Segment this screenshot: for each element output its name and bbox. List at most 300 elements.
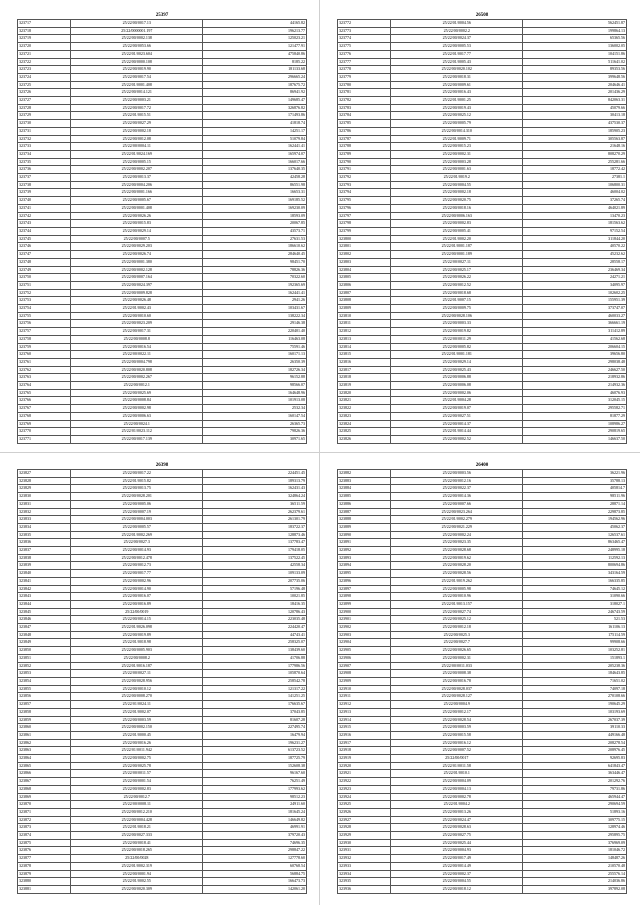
amount-cell: 105870.64 bbox=[203, 670, 307, 678]
amount-cell: 187675.72 bbox=[203, 81, 307, 89]
reference-cell: 25/22/00/0005.79 bbox=[391, 120, 523, 128]
page-divider-horizontal bbox=[0, 452, 640, 453]
table-row bbox=[338, 212, 627, 220]
row-id-cell: 323812 bbox=[338, 328, 391, 336]
table-row bbox=[338, 143, 627, 151]
reference-cell: 25/22/01/0017.77 bbox=[391, 50, 523, 58]
row-id-cell: 323841 bbox=[18, 577, 71, 585]
row-id-cell: 323765 bbox=[18, 389, 71, 397]
table-row bbox=[338, 351, 627, 359]
table-row bbox=[18, 351, 307, 359]
row-id-cell: 323787 bbox=[338, 135, 391, 143]
reference-cell: 25/22/01/0016.187 bbox=[71, 662, 203, 670]
row-id-cell: 323816 bbox=[338, 358, 391, 366]
amount-cell: 18593.09 bbox=[203, 212, 307, 220]
row-id-cell: 323836 bbox=[18, 539, 71, 547]
amount-cell: 224451.45 bbox=[203, 470, 307, 478]
reference-cell: 25/22/00/0022.37 bbox=[391, 485, 523, 493]
reference-cell: 25/22/01/0007.15 bbox=[391, 297, 523, 305]
row-id-cell: 323913 bbox=[338, 708, 391, 716]
row-id-cell: 323888 bbox=[338, 516, 391, 524]
table-row bbox=[338, 785, 627, 793]
amount-cell: 175114.59 bbox=[523, 631, 627, 639]
row-id-cell: 323725 bbox=[18, 81, 71, 89]
row-id-cell: 323739 bbox=[18, 189, 71, 197]
reference-cell: 25/22/00/0027.333 bbox=[71, 832, 203, 840]
reference-cell: 25/22/00/0016.07 bbox=[71, 593, 203, 601]
table-row bbox=[338, 693, 627, 701]
table-row bbox=[18, 89, 307, 97]
reference-cell: 25/22/01/0001.187 bbox=[391, 243, 523, 251]
row-id-cell: 323848 bbox=[18, 631, 71, 639]
row-id-cell: 323779 bbox=[338, 73, 391, 81]
amount-cell: 97152.54 bbox=[523, 227, 627, 235]
table-row bbox=[18, 523, 307, 531]
amount-cell: 397892.08 bbox=[523, 885, 627, 893]
row-id-cell: 323868 bbox=[18, 785, 71, 793]
reference-cell: 25/22/00/0004.11 bbox=[71, 143, 203, 151]
table-row bbox=[338, 382, 627, 390]
reference-cell: 25/22/01/0002.279 bbox=[391, 516, 523, 524]
table-row bbox=[18, 166, 307, 174]
row-id-cell: 323889 bbox=[338, 523, 391, 531]
row-id-cell: 323726 bbox=[18, 89, 71, 97]
reference-cell: 25/22/00/0018.41 bbox=[71, 839, 203, 847]
reference-cell: 25/22/00/0028.20 bbox=[391, 562, 523, 570]
reference-cell: 25/22/00/0006.88 bbox=[391, 374, 523, 382]
row-id-cell: 323762 bbox=[18, 366, 71, 374]
reference-cell: 25/22/00/0024.397 bbox=[71, 281, 203, 289]
table-row bbox=[18, 816, 307, 824]
amount-cell: 182726.34 bbox=[203, 366, 307, 374]
amount-cell: 29146.38 bbox=[203, 320, 307, 328]
row-id-cell: 323832 bbox=[18, 508, 71, 516]
amount-cell: 311412.89 bbox=[523, 328, 627, 336]
reference-cell: 25/22/00/0053.66 bbox=[71, 43, 203, 51]
row-id-cell: 323771 bbox=[18, 435, 71, 443]
reference-cell: 25/22/00/0028.54 bbox=[391, 716, 523, 724]
row-id-cell: 323817 bbox=[338, 366, 391, 374]
table-row bbox=[338, 181, 627, 189]
table-row bbox=[338, 197, 627, 205]
row-id-cell: 323788 bbox=[338, 143, 391, 151]
amount-cell: 298038.48 bbox=[523, 358, 627, 366]
table-row bbox=[18, 878, 307, 886]
row-id-cell: 323815 bbox=[338, 351, 391, 359]
amount-cell: 343164.59 bbox=[523, 570, 627, 578]
reference-cell: 25/22/00/0008.2 bbox=[71, 654, 203, 662]
amount-cell: 75591.46 bbox=[203, 343, 307, 351]
amount-cell: 267037.39 bbox=[523, 716, 627, 724]
reference-cell: 25/22/01/0010.1 bbox=[391, 770, 523, 778]
table-row bbox=[18, 654, 307, 662]
amount-cell: 112592.13 bbox=[523, 554, 627, 562]
table-row bbox=[338, 747, 627, 755]
row-id-cell: 323935 bbox=[338, 878, 391, 886]
reference-cell: 25/22/00/0014.36 bbox=[391, 493, 523, 501]
reference-cell: 25/22/00/0002.52 bbox=[391, 435, 523, 443]
reference-cell: 25/22/00/0009.61 bbox=[391, 81, 523, 89]
table-row bbox=[18, 685, 307, 693]
table-row bbox=[338, 89, 627, 97]
amount-cell: 39656.80 bbox=[523, 351, 627, 359]
table-row bbox=[338, 832, 627, 840]
amount-cell: 30971.65 bbox=[203, 435, 307, 443]
reference-cell: 25/22/00/0014.121 bbox=[71, 89, 203, 97]
amount-cell: 194562.96 bbox=[523, 516, 627, 524]
reference-cell: 25/22/00/0017.72 bbox=[71, 104, 203, 112]
table-row bbox=[18, 382, 307, 390]
reference-cell: 25/22/00/0005.57 bbox=[71, 523, 203, 531]
amount-cell: 186610.62 bbox=[203, 243, 307, 251]
amount-cell: 171493.86 bbox=[203, 112, 307, 120]
amount-cell: 214036.86 bbox=[523, 878, 627, 886]
row-id-cell: 323827 bbox=[18, 470, 71, 478]
reference-cell: 25/22/00/0019.90 bbox=[71, 66, 203, 74]
row-id-cell: 323732 bbox=[18, 135, 71, 143]
row-id-cell: 323722 bbox=[18, 58, 71, 66]
amount-cell: 121477.91 bbox=[203, 43, 307, 51]
reference-cell: 25/22/01/0026.098 bbox=[71, 624, 203, 632]
amount-cell: 218932.86 bbox=[523, 374, 627, 382]
table-row bbox=[338, 104, 627, 112]
amount-cell: 511641.02 bbox=[523, 58, 627, 66]
table-row bbox=[18, 143, 307, 151]
amount-cell: 45232.62 bbox=[523, 251, 627, 259]
row-id-cell: 323920 bbox=[338, 762, 391, 770]
table-row bbox=[18, 150, 307, 158]
reference-cell: 25/22/00/0017.54 bbox=[71, 73, 203, 81]
row-id-cell: 323796 bbox=[338, 204, 391, 212]
reference-cell: 25/22/00/0028 bbox=[71, 855, 203, 863]
amount-cell: 99908.66 bbox=[523, 639, 627, 647]
amount-cell: 74645.12 bbox=[523, 585, 627, 593]
amount-cell: 363446.47 bbox=[523, 770, 627, 778]
reference-cell: 25/22/00/0007.19 bbox=[71, 508, 203, 516]
reference-cell: 25/22/00/0006.63 bbox=[71, 412, 203, 420]
table-row bbox=[338, 500, 627, 508]
table-row bbox=[338, 166, 627, 174]
amount-cell: 92695.83 bbox=[523, 755, 627, 763]
amount-cell: 205238.36 bbox=[523, 662, 627, 670]
row-id-cell: 323772 bbox=[338, 20, 391, 28]
row-id-cell: 323899 bbox=[338, 600, 391, 608]
table-row bbox=[18, 855, 307, 863]
amount-cell: 40570.22 bbox=[523, 243, 627, 251]
reference-cell: 25/22/00/0016.26 bbox=[71, 739, 203, 747]
amount-cell: 184643.85 bbox=[523, 670, 627, 678]
amount-cell: 28871.14 bbox=[523, 500, 627, 508]
table-row bbox=[18, 639, 307, 647]
reference-cell: 25/22/01/0023.112 bbox=[71, 428, 203, 436]
row-id-cell: 323852 bbox=[18, 662, 71, 670]
table-row bbox=[338, 470, 627, 478]
row-id-cell: 323828 bbox=[18, 477, 71, 485]
row-id-cell: 323901 bbox=[338, 616, 391, 624]
reference-cell: 25/22/00/0025.12 bbox=[391, 616, 523, 624]
amount-cell: 270108.66 bbox=[523, 693, 627, 701]
table-row bbox=[338, 220, 627, 228]
reference-cell: 25/22/00/0025.3 bbox=[391, 631, 523, 639]
reference-cell: 25/22/00/0002.83 bbox=[71, 785, 203, 793]
reference-cell: 25/22/00/0002.96 bbox=[71, 577, 203, 585]
reference-cell: 25/22/00/0003.56 bbox=[391, 470, 523, 478]
table-row bbox=[338, 405, 627, 413]
row-id-cell: 323746 bbox=[18, 243, 71, 251]
table-row bbox=[18, 801, 307, 809]
table-row bbox=[18, 762, 307, 770]
reference-cell: 25/22/00/0012.08 bbox=[71, 135, 203, 143]
row-id-cell: 323774 bbox=[338, 35, 391, 43]
amount-cell: 24911.60 bbox=[203, 801, 307, 809]
reference-cell: 25/22/00/0012.18 bbox=[391, 624, 523, 632]
table-row bbox=[18, 35, 307, 43]
amount-cell: 104151.86 bbox=[523, 50, 627, 58]
panel-title: 26508 bbox=[475, 13, 489, 18]
table-row bbox=[18, 343, 307, 351]
amount-cell: 81877.29 bbox=[523, 412, 627, 420]
reference-cell: 25/22/00/0010.60 bbox=[71, 312, 203, 320]
amount-cell: 46991.91 bbox=[203, 824, 307, 832]
table-row bbox=[18, 389, 307, 397]
table-row bbox=[338, 485, 627, 493]
row-id-cell: 323912 bbox=[338, 701, 391, 709]
reference-cell: 25/22/01/0009.71 bbox=[391, 135, 523, 143]
row-id-cell: 323917 bbox=[338, 739, 391, 747]
reference-cell: 25/22/00/0013.37 bbox=[71, 174, 203, 182]
table-row bbox=[18, 335, 307, 343]
reference-cell: 25/22/00/0027.3 bbox=[71, 539, 203, 547]
amount-cell: 10021.85 bbox=[203, 593, 307, 601]
amount-cell: 128974.46 bbox=[523, 824, 627, 832]
amount-cell: 8185.22 bbox=[203, 58, 307, 66]
panel-title: 26398 bbox=[155, 463, 169, 468]
amount-cell: 187725.79 bbox=[203, 755, 307, 763]
amount-cell: 138439.60 bbox=[203, 647, 307, 655]
row-id-cell: 323849 bbox=[18, 639, 71, 647]
row-id-cell: 323876 bbox=[18, 847, 71, 855]
amount-cell: 201436.29 bbox=[523, 89, 627, 97]
row-id-cell: 323874 bbox=[18, 832, 71, 840]
amount-cell: 201292.76 bbox=[523, 778, 627, 786]
amount-cell: 224420.47 bbox=[203, 624, 307, 632]
row-id-cell: 323926 bbox=[338, 808, 391, 816]
table-row bbox=[18, 50, 307, 58]
table-row bbox=[338, 258, 627, 266]
reference-cell: 25/22/00/0026.65 bbox=[391, 647, 523, 655]
row-id-cell: 323813 bbox=[338, 335, 391, 343]
amount-cell: 41562.68 bbox=[523, 335, 627, 343]
row-id-cell: 323768 bbox=[18, 412, 71, 420]
amount-cell: 800694.86 bbox=[523, 562, 627, 570]
reference-cell: 25/22/01/0001.25 bbox=[391, 97, 523, 105]
row-id-cell: 323750 bbox=[18, 274, 71, 282]
amount-cell: 166473.73 bbox=[203, 878, 307, 886]
row-id-cell: 323934 bbox=[338, 870, 391, 878]
table-row bbox=[338, 50, 627, 58]
reference-cell: 25/22/00/0029.203 bbox=[71, 243, 203, 251]
reference-cell: 25/22/01/0004.2 bbox=[391, 801, 523, 809]
table-row bbox=[338, 135, 627, 143]
row-id-cell: 323842 bbox=[18, 585, 71, 593]
row-id-cell: 323854 bbox=[18, 677, 71, 685]
table-row bbox=[18, 870, 307, 878]
row-id-cell: 323910 bbox=[338, 685, 391, 693]
table-row bbox=[18, 135, 307, 143]
amount-cell: 81607.28 bbox=[203, 716, 307, 724]
table-row bbox=[18, 670, 307, 678]
amount-cell: 103431.67 bbox=[203, 305, 307, 313]
reference-cell: 25/22/00/0029.14 bbox=[71, 227, 203, 235]
table-row bbox=[18, 328, 307, 336]
table-row bbox=[18, 235, 307, 243]
table-row bbox=[18, 647, 307, 655]
table-row bbox=[18, 112, 307, 120]
table-row bbox=[18, 27, 307, 35]
row-id-cell: 323717 bbox=[18, 20, 71, 28]
reference-cell: 25/22/00/0025.43 bbox=[391, 366, 523, 374]
row-id-cell: 323851 bbox=[18, 654, 71, 662]
reference-cell: 25/22/00/0017.31 bbox=[71, 328, 203, 336]
amount-cell: 18416.35 bbox=[203, 600, 307, 608]
table-row bbox=[338, 593, 627, 601]
row-id-cell: 323837 bbox=[18, 547, 71, 555]
amount-cell: 166017.66 bbox=[203, 158, 307, 166]
reference-cell: 25/22/00/0011.29 bbox=[391, 335, 523, 343]
row-id-cell: 323834 bbox=[18, 523, 71, 531]
table-row bbox=[338, 708, 627, 716]
row-id-cell: 323764 bbox=[18, 382, 71, 390]
amount-cell: 146649.82 bbox=[203, 816, 307, 824]
row-id-cell: 323776 bbox=[338, 50, 391, 58]
table-row bbox=[18, 477, 307, 485]
row-id-cell: 323759 bbox=[18, 343, 71, 351]
amount-cell: 326876.82 bbox=[203, 104, 307, 112]
amount-cell: 30413.18 bbox=[523, 112, 627, 120]
row-id-cell: 323898 bbox=[338, 593, 391, 601]
table-row bbox=[18, 320, 307, 328]
table-row bbox=[338, 701, 627, 709]
reference-cell: 25/22/00/0002.37 bbox=[391, 870, 523, 878]
reference-cell: 25/22/00/0002.128 bbox=[71, 266, 203, 274]
amount-cell: 41706.88 bbox=[203, 654, 307, 662]
table-row bbox=[338, 808, 627, 816]
reference-cell: 25/22/00/0002.138 bbox=[71, 35, 203, 43]
reference-cell: 25/22/00/0015.83 bbox=[71, 220, 203, 228]
table-row bbox=[18, 312, 307, 320]
reference-cell: 25/22/00/0027.11 bbox=[391, 258, 523, 266]
table-row bbox=[18, 289, 307, 297]
row-id-cell: 323861 bbox=[18, 731, 71, 739]
table-row bbox=[338, 150, 627, 158]
row-id-cell: 323867 bbox=[18, 778, 71, 786]
amount-cell: 641843.47 bbox=[523, 762, 627, 770]
row-id-cell: 323907 bbox=[338, 662, 391, 670]
amount-cell: 151893.1 bbox=[523, 654, 627, 662]
reference-cell: 25/22/00/0027.11 bbox=[71, 670, 203, 678]
table-row bbox=[18, 127, 307, 135]
table-row bbox=[338, 73, 627, 81]
row-id-cell: 323875 bbox=[18, 839, 71, 847]
table-row bbox=[338, 816, 627, 824]
amount-cell: 255576.14 bbox=[523, 870, 627, 878]
amount-cell: 208976.45 bbox=[523, 747, 627, 755]
row-id-cell: 323761 bbox=[18, 358, 71, 366]
reference-cell: 25/22/00/0002.150 bbox=[71, 724, 203, 732]
reference-cell: 25/22/00/0002.83 bbox=[391, 220, 523, 228]
table-row bbox=[18, 358, 307, 366]
row-id-cell: 323887 bbox=[338, 508, 391, 516]
row-id-cell: 323936 bbox=[338, 885, 391, 893]
amount-cell: 284640.45 bbox=[203, 251, 307, 259]
reference-cell: 25/22/00/0023.264 bbox=[391, 508, 523, 516]
table-row bbox=[338, 616, 627, 624]
amount-cell: 24271.21 bbox=[523, 274, 627, 282]
row-id-cell: 323923 bbox=[338, 785, 391, 793]
reference-cell: 25/22/01/0002.43 bbox=[71, 305, 203, 313]
reference-cell: 25/22/00/0005.98 bbox=[391, 585, 523, 593]
amount-cell: 162441.41 bbox=[203, 143, 307, 151]
amount-cell: 46004.02 bbox=[523, 189, 627, 197]
row-id-cell: 323755 bbox=[18, 312, 71, 320]
table-row bbox=[338, 335, 627, 343]
table-row bbox=[18, 158, 307, 166]
reference-cell: 25/22/01/0013.157 bbox=[391, 600, 523, 608]
table-row bbox=[338, 531, 627, 539]
table-row bbox=[338, 654, 627, 662]
amount-cell: 318027.1 bbox=[523, 600, 627, 608]
row-id-cell: 323911 bbox=[338, 693, 391, 701]
row-id-cell: 323919 bbox=[338, 755, 391, 763]
amount-cell: 18772.42 bbox=[523, 166, 627, 174]
row-id-cell: 323932 bbox=[338, 855, 391, 863]
amount-cell: 399648.56 bbox=[523, 73, 627, 81]
amount-cell: 162441.41 bbox=[203, 289, 307, 297]
reference-cell: 25/22/00/0020.808 bbox=[71, 366, 203, 374]
row-id-cell: 323785 bbox=[338, 120, 391, 128]
row-id-cell: 323782 bbox=[338, 97, 391, 105]
amount-cell: 78826.36 bbox=[203, 266, 307, 274]
table-row bbox=[18, 81, 307, 89]
table-row bbox=[338, 847, 627, 855]
row-id-cell: 323729 bbox=[18, 112, 71, 120]
reference-cell: 25/22/00/0003.59 bbox=[391, 724, 523, 732]
row-id-cell: 323924 bbox=[338, 793, 391, 801]
table-row bbox=[18, 297, 307, 305]
table-row bbox=[18, 739, 307, 747]
table-row bbox=[18, 716, 307, 724]
reference-cell: 25/22/00/0028.037 bbox=[391, 685, 523, 693]
reference-cell: 25/22/00/0022.11 bbox=[71, 351, 203, 359]
reference-cell: 25/22/00/0002.98 bbox=[71, 405, 203, 413]
reference-cell: 25/22/00/0017.13 bbox=[71, 20, 203, 28]
table-row bbox=[338, 793, 627, 801]
table-row bbox=[338, 43, 627, 51]
row-id-cell: 323825 bbox=[338, 428, 391, 436]
row-id-cell: 323881 bbox=[18, 885, 71, 893]
table-row bbox=[18, 97, 307, 105]
row-id-cell: 323916 bbox=[338, 731, 391, 739]
reference-cell: 25/22/00/0014.90 bbox=[71, 585, 203, 593]
row-id-cell: 323748 bbox=[18, 258, 71, 266]
row-id-cell: 323863 bbox=[18, 747, 71, 755]
reference-cell: 25/22/00/0017.49 bbox=[391, 855, 523, 863]
reference-cell: 25/22/00/0002.2 bbox=[391, 27, 523, 35]
amount-cell: 108986.27 bbox=[523, 420, 627, 428]
amount-cell: 437530.37 bbox=[523, 120, 627, 128]
amount-cell: 464021.89 bbox=[523, 204, 627, 212]
table-row bbox=[18, 600, 307, 608]
